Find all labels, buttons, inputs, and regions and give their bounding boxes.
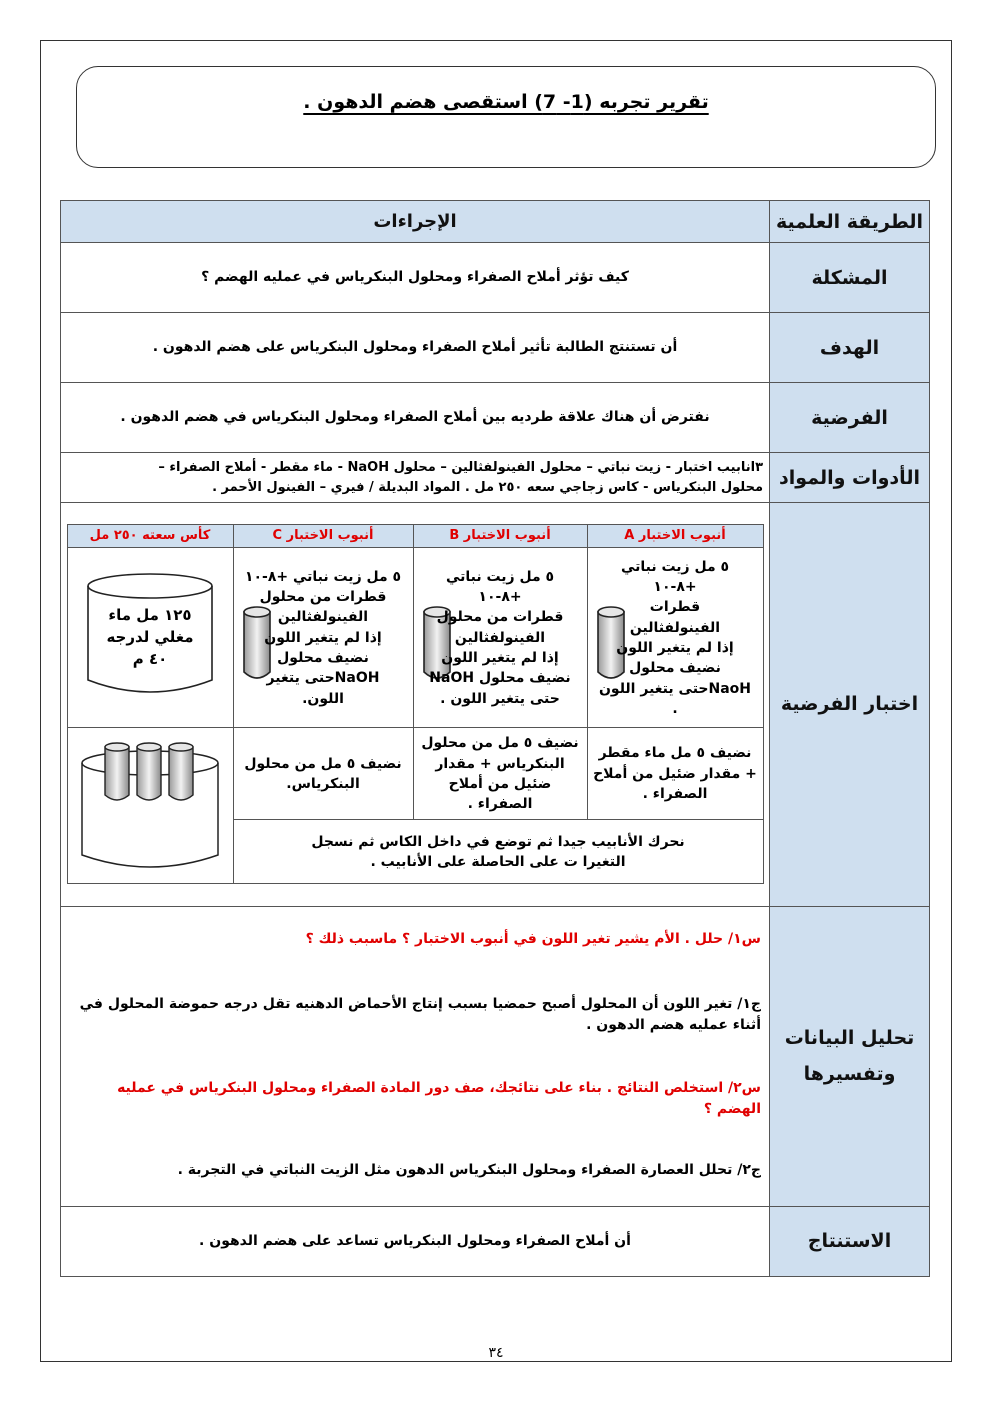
beaker-tubes-figure: [67, 728, 233, 884]
problem-text: كيف تؤثر أملاح الصفراء ومحلول البنكرياس في عمليه الهضم ؟: [61, 243, 770, 313]
procedures-header: الإجراءات: [61, 201, 770, 243]
tube-a-step2: نضيف ٥ مل ماء مقطر + مقدار ضئيل من أملاح الصفراء .: [587, 728, 763, 820]
beaker-header: كأس سعته ٢٥٠ مل: [67, 525, 233, 548]
beaker-with-tubes-icon: [75, 733, 225, 873]
tube-b-header: أنبوب الاختبار B: [413, 525, 587, 548]
conclusion-text: أن أملاح الصفراء ومحلول البنكرياس تساعد على هضم الدهون .: [61, 1206, 770, 1276]
question-2: س٢/ استخلص النتائج . بناء على نتائجك، صف دور المادة الصفراء ومحلول البنكرياس في عمليه الهضم ؟: [117, 1079, 761, 1117]
analysis-label: تحليل البيانات وتفسيرها: [770, 906, 930, 1206]
tools-line-2: محلول البنكرياس - كاس زجاجي سعه ٢٥٠ مل . المواد البديلة / فيري – الفينول الأحمر .: [212, 479, 763, 495]
question-1: س١/ حلل . الأم يشير تغير اللون في أنبوب الاختبار ؟ ماسبب ذلك ؟: [305, 930, 761, 947]
method-header: الطريقة العلمية: [770, 201, 930, 243]
answer-1: ج١/ تغير اللون أن المحلول أصبح حمضيا بسبب إنتاج الأحماض الدهنيه تقل درجه حموضة المحلول في أثناء عمليه هضم الدهون .: [79, 995, 761, 1033]
problem-label: المشكلة: [770, 243, 930, 313]
tools-label: الأدوات والمواد: [770, 453, 930, 503]
stir-step: نحرك الأنابيب جيدا ثم توضع في داخل الكاس ثم نسجل التغيرا ت على الحاصلة على الأنابيب .: [233, 820, 763, 884]
tools-text: [61, 453, 770, 503]
report-table: [60, 200, 930, 1277]
hypothesis-label: الفرضية: [770, 383, 930, 453]
answer-2: ج٢/ تحلل العصارة الصفراء ومحلول البنكرياس الدهون مثل الزيت النباتي في التجربة .: [177, 1161, 761, 1178]
tools-line-1: ٣انابيب اختبار - زيت نباتي – محلول الفينولفثالين – محلول NaOH - ماء مقطر - أملاح الصفراء –: [158, 459, 763, 475]
goal-text: أن تستنتج الطالبة تأثير أملاح الصفراء ومحلول البنكرياس على هضم الدهون .: [61, 313, 770, 383]
tube-b-step2: نضيف ٥ مل من محلول البنكرياس + مقدار ضئيل من أملاح الصفراء .: [413, 728, 587, 820]
test-cell: [61, 503, 770, 906]
test-table: [67, 524, 764, 884]
page-title: تقرير تجربه (1- 7) استقصى هضم الدهون .: [303, 91, 709, 113]
tube-a-header: أنبوب الاختبار A: [587, 525, 763, 548]
test-label: اختبار الفرضية: [770, 503, 930, 906]
conclusion-label: الاستنتاج: [770, 1206, 930, 1276]
tube-a-step1: ٥ مل زيت نباتي +٨-١٠ قطرات الفينولفثالين إذا لم يتغير اللون نضيف محلول NaoHحتى يتغير اللون .: [587, 548, 763, 728]
tube-c-header: أنبوب الاختبار C: [233, 525, 413, 548]
analysis-text: [61, 906, 770, 1206]
hypothesis-text: نفترض أن هناك علاقة طرديه بين أملاح الصفراء ومحلول البنكرياس في هضم الدهون .: [61, 383, 770, 453]
page-number: ٣٤: [488, 1345, 504, 1361]
beaker-step1: ١٢٥ مل ماء مغلي لدرجه ٤٠ م: [67, 548, 233, 728]
tube-c-step1: ٥ مل زيت نباتي +٨-١٠ قطرات من محلول الفينولفثالين إذا لم يتغير اللون نضيف محلول NaOHحتى يتغير اللون.: [233, 548, 413, 728]
goal-label: الهدف: [770, 313, 930, 383]
title-box: [76, 66, 936, 168]
tube-c-step2: نضيف ٥ مل من محلول البنكرياس.: [233, 728, 413, 820]
tube-b-step1: ٥ مل زيت نباتي +٨-١٠ قطرات من محلول الفينولفثالين إذا لم يتغير اللون نضيف محلول NaOH حتى يتغير اللون .: [413, 548, 587, 728]
